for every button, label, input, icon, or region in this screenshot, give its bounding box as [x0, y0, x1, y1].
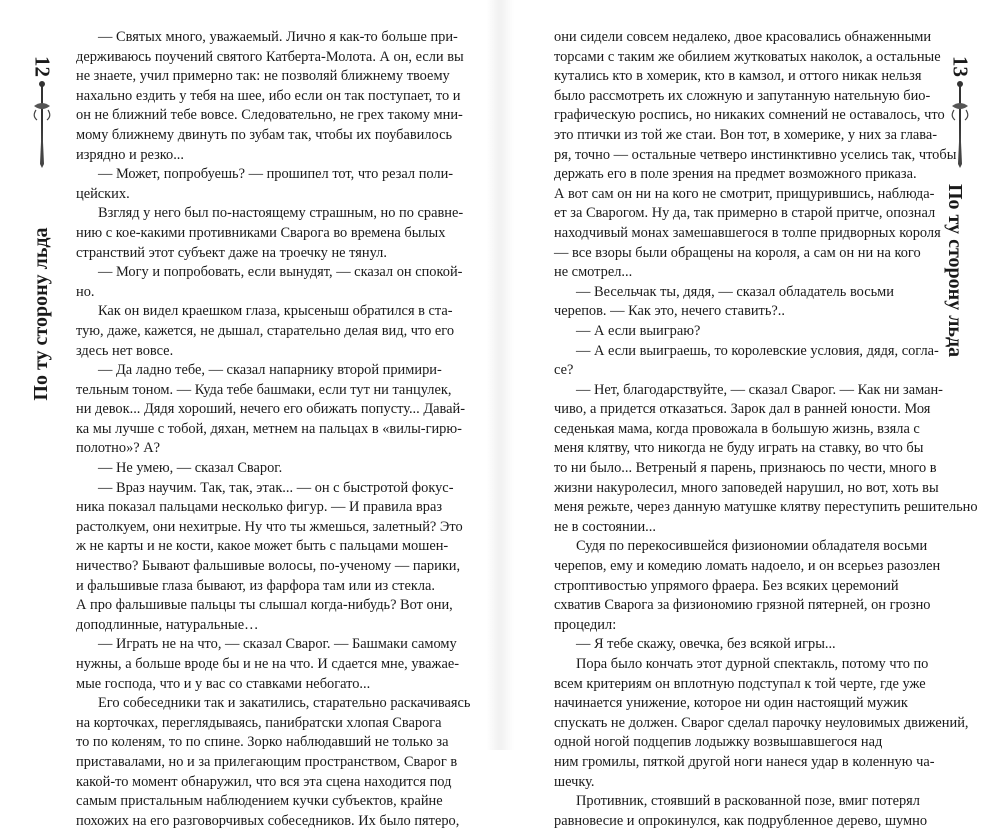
text-line: тую, даже, кажется, не дышал, старательно делая вид, что его: [76, 322, 455, 339]
text-line: жизни накуролесил, много заповедей нарушил, но вот, хоть вы: [554, 479, 939, 496]
text-line: Противник, стоявший в раскованной позе, вмиг потерял: [576, 793, 920, 810]
text-line: похожих на его разговорчивых собеседников. Их было пятеро,: [76, 812, 460, 829]
text-line: ка мы лучше с тобой, дяхан, метнем на пальцах в «вилы-гирю-: [76, 420, 462, 437]
text-line: шечку.: [554, 773, 595, 790]
text-line: ет за Сварогом. Ну да, так примерно в старой притче, опознал: [554, 205, 936, 222]
left-text-column: [76, 28, 476, 831]
text-line: приставалами, но и за прилегающим пространством, Сварог в: [76, 753, 458, 770]
text-line: седенькая мама, когда провожала в большую жизнь, взяла с: [554, 420, 920, 437]
text-line: нужны, а больше вроде бы и не на что. И сдается мне, уважае-: [76, 656, 460, 672]
text-line: — Святых много, уважаемый. Лично я как-то больше при-: [98, 29, 458, 45]
text-line: цейских.: [76, 185, 130, 202]
right-page: [500, 0, 1000, 829]
text-line: ря, точно — остальные четверо инстинктивно уселись так, чтобы: [554, 146, 957, 163]
text-line: всем критериям он вплотную подступал к той черте, где уже: [554, 675, 926, 692]
text-line: нахально ездить у тебя на шее, ибо если он так поступает, то и: [76, 87, 461, 104]
text-line: Судя по перекосившейся физиономии обладателя восьми: [576, 538, 928, 555]
text-line: не в состоянии...: [554, 518, 656, 535]
text-line: — Не умею, — сказал Сварог.: [98, 460, 283, 477]
text-line: — все взоры были обращены на короля, а сам он ни на кого: [554, 244, 921, 261]
text-line: Взгляд у него был по-настоящему страшным, но по сравне-: [98, 205, 464, 222]
text-line: Как он видел краешком глаза, крысеныш обратился в ста-: [98, 303, 453, 320]
text-line: равновесие и опрокинулся, как подрубленное дерево, шумно: [554, 812, 928, 829]
text-line: он не ближний тебе вовсе. Следовательно, не грех такому мни-: [76, 107, 463, 124]
text-line: и фальшивые глаза бывают, из фарфора там или из стекла.: [76, 577, 435, 594]
text-line: Его собеседники так и закатились, старательно раскачиваясь: [98, 695, 471, 712]
text-line: не смотрел...: [554, 264, 633, 281]
right-running-title: По ту сторону льда: [944, 184, 966, 358]
text-line: но.: [76, 283, 95, 300]
text-line: то по коленям, то по спине. Зорко наблюдавший не только за: [76, 734, 449, 751]
text-line: чиво, а придется отказаться. Зарок дал в ранней юности. Моя: [554, 401, 931, 418]
left-running-title: По ту сторону льда: [30, 227, 52, 401]
text-line: здесь нет вовсе.: [76, 342, 174, 359]
text-line: процедил:: [554, 616, 617, 633]
text-line: одной ногой подцепив лодыжку возвышавшегося над: [554, 734, 883, 751]
text-line: ни девок... Дядя хороший, нечего его обижать попусту... Давай-: [76, 401, 466, 418]
text-line: изрядно и резко...: [76, 146, 185, 163]
text-line: — А если выиграешь, то королевские условия, дядя, согла-: [576, 342, 939, 359]
text-line: — Враз научим. Так, так, этак... — он с быстротой фокус-: [98, 479, 454, 496]
text-line: не знаете, учил примерно так: не позволяй ближнему твоему: [76, 68, 450, 85]
text-line: то ни было... Ветреный я парень, признаюсь по чести, много в: [554, 460, 937, 477]
text-line: самым пристальным наблюдением кучки субъектов, крайне: [76, 793, 443, 810]
text-line: они сидели совсем недалеко, двое красовались обнаженными: [554, 29, 932, 45]
text-line: тельным тоном. — Куда тебе башмаки, если тут ни танцулек,: [76, 381, 452, 398]
text-line: — Могу и попробовать, если вынудят, — сказал он спокой-: [98, 264, 463, 281]
text-line: это птички из той же стаи. Вон тот, в хомерике, у них за глава-: [554, 126, 938, 143]
text-line: графическую роспись, но никаких сомнений не оставалось, что: [554, 107, 945, 124]
text-line: А вот сам он ни на кого не смотрит, прищурившись, наблюда-: [554, 185, 935, 202]
text-line: ничество? Бывают фальшивые волосы, по-ученому — парики,: [76, 558, 461, 575]
text-line: кутались кто в хомерик, кто в камзол, и оттого никак нельзя: [554, 68, 922, 85]
text-line: — А если выиграю?: [576, 322, 701, 339]
right-sword-icon: [948, 80, 972, 168]
text-line: полотно»? А?: [76, 440, 161, 457]
text-line: ж не карты и не кости, какое может быть с пальцами мошен-: [76, 538, 449, 555]
text-line: доподлинные, натуральные…: [76, 616, 259, 633]
text-line: торсами с таким же обилием жутковатых наколок, а остальные: [554, 48, 941, 65]
text-line: нию с кое-какими противниками Сварога во времена былых: [76, 224, 446, 241]
text-line: спускать не должен. Сварог сделал парочку неуловимых движений,: [554, 714, 969, 731]
text-line: странствий этот субъект даже на троечку не тянул.: [76, 244, 387, 261]
text-line: меня режьте, через данную матушке клятву переступить решительно: [554, 499, 978, 516]
text-line: ним громилы, пяткой другой ноги нанеся удар в коленную ча-: [554, 753, 935, 770]
text-line: меня клятву, что никогда не буду играть на ставку, во что бы: [554, 440, 924, 457]
text-line: на корточках, переглядываясь, панибратски хлопая Сварога: [76, 714, 442, 731]
left-page: [0, 0, 500, 829]
text-line: какой-то момент обнаружил, что вся эта сцена находится под: [76, 773, 452, 790]
text-line: — Я тебе скажу, овечка, без всякой игры...: [576, 636, 836, 653]
text-line: — Играть не на что, — сказал Сварог. — Башмаки самому: [98, 636, 457, 653]
left-page-number: 12: [30, 56, 55, 77]
text-line: — Весельчак ты, дядя, — сказал обладатель восьми черепов. — Как это, нечего ставить?..: [554, 283, 894, 320]
text-line: ника показал пальцами несколько фигур. — И правила враз: [76, 499, 443, 516]
text-line: строптивостью упрямого фраера. Без всяких церемоний: [554, 577, 899, 594]
text-line: черепов, ему и комедию ломать надоело, и он всерьез разозлен: [554, 558, 941, 575]
text-line: — Да ладно тебе, — сказал напарнику второй примири-: [98, 362, 442, 379]
text-line: Пора было кончать этот дурной спектакль, потому что по: [576, 656, 929, 672]
text-line: держиваюсь поучений святого Катберта-Молота. А он, если вы: [76, 48, 464, 65]
right-page-number: 13: [948, 56, 973, 77]
text-line: было рассмотреть их сложную и запутанную нательную био-: [554, 87, 931, 104]
text-line: се?: [554, 362, 574, 379]
text-line: начинается унижение, которое ни один настоящий мужик: [554, 695, 908, 712]
text-line: мые господа, что и у вас со ставками небогато...: [76, 675, 371, 692]
text-line: находчивый монах замешавшегося в толпе придворных короля: [554, 224, 941, 241]
text-line: А про фальшивые пальцы ты слышал когда-нибудь? Вот они,: [76, 597, 453, 614]
text-line: мому ближнему двинуть по зубам так, чтобы их поубавилось: [76, 126, 453, 143]
left-sword-icon: [30, 80, 54, 168]
text-line: — Нет, благодарствуйте, — сказал Сварог. — Как ни заман-: [576, 381, 943, 398]
text-line: держать его в поле зрения на предмет возможного приказа.: [554, 166, 917, 183]
text-line: — Может, попробуешь? — прошипел тот, что резал поли-: [98, 166, 454, 183]
text-line: растолкуем, они нехитрые. Ну что ты жмешься, залетный? Это: [76, 518, 463, 535]
text-line: схватив Сварога за физиономию грязной пятерней, он грозно: [554, 597, 931, 614]
